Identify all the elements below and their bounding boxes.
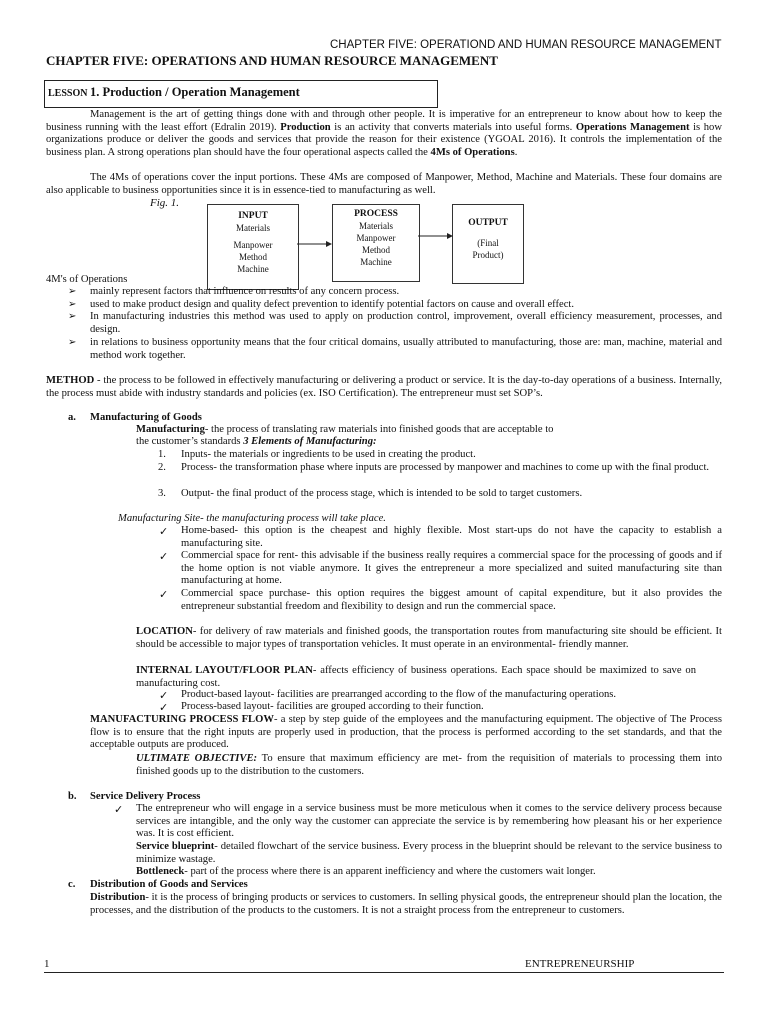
bottleneck-paragraph — [136, 866, 722, 879]
chapter-title: CHAPTER FIVE: OPERATIONS AND HUMAN RESOURCE MANAGEMENT — [46, 53, 498, 68]
intro-text-1: Management is the art of getting things done with and through other people. It is imperative for an entrepreneur to know about how to keep the business running with the least effort (Edralin 2019). — [46, 109, 722, 133]
checkmark-icon: ✓ — [159, 690, 169, 702]
element-number: 3. — [158, 488, 166, 499]
output-title: OUTPUT — [468, 218, 508, 228]
fourms-bullet: mainly represent factors that influence on results of any concern process. — [90, 286, 400, 297]
input-item: Manpower — [233, 240, 273, 250]
element-text: Inputs- the materials or ingredients to be used in creating the product. — [181, 449, 476, 460]
process-flow-paragraph — [90, 714, 722, 752]
output-item: (Final — [477, 238, 499, 248]
figure-caption: Fig. 1. — [150, 197, 180, 209]
arrow-bullet-icon: ➢ — [68, 299, 77, 310]
checkmark-icon: ✓ — [159, 589, 169, 601]
checkmark-icon: ✓ — [159, 526, 169, 538]
ultimate-objective-paragraph — [136, 753, 722, 778]
service-blueprint-text: - detailed flowchart of the service business. Every process in the blueprint should be relevant to the service business to minimize wastage. — [136, 841, 723, 865]
section-b-marker: b. — [68, 791, 77, 802]
section-a-marker: a. — [68, 412, 76, 423]
distribution-term: Distribution — [90, 892, 146, 903]
manufacturing-definition — [136, 424, 722, 437]
layout-option: Process-based layout- facilities are grouped according to their function. — [181, 701, 484, 712]
ultimate-objective-text: To ensure that maximum efficiency are met- from the requisition of materials to processing them into finished goods up to the distribution to the customers. — [136, 753, 722, 777]
lesson-prefix: LESSON — [48, 88, 90, 99]
output-box — [452, 204, 524, 284]
process-item: Manpower — [356, 233, 396, 243]
process-flow-text: - a step by step guide of the employees and the manufacturing equipment. The objective of The Process flow is to ensure that the right inputs are properly used in production, that the process is performed according to the set standards, and that the acceptable outputs are produced. — [90, 714, 722, 751]
page-number: 1 — [44, 958, 50, 970]
intro-text-4: . — [514, 146, 518, 158]
method-text: - the process to be followed in effectively manufacturing or delivering a product or service. It is the day-to-day operations of a business. Internally, the process must abide with industry standards and policies (ex. ISO Certification). The entrepreneur must set SOP’s. — [46, 375, 722, 399]
arrow-bullet-icon: ➢ — [68, 286, 77, 297]
layout-text: - affects efficiency of business operations. Each space should be maximized to save on manufacturing cost. — [136, 665, 697, 689]
bottleneck-term: Bottleneck — [136, 866, 185, 877]
arrow-process-to-output — [418, 230, 454, 244]
element-text: Output- the final product of the process stage, which is intended to be sold to target customers. — [181, 488, 583, 499]
service-blueprint-paragraph — [136, 841, 722, 866]
distribution-paragraph — [90, 892, 722, 917]
footer-subject: ENTREPRENEURSHIP — [525, 958, 635, 970]
input-item: Materials — [236, 223, 270, 233]
process-title: PROCESS — [354, 209, 398, 219]
section-b-title: Service Delivery Process — [90, 791, 201, 802]
arrow-input-to-process — [297, 236, 333, 250]
section-c-marker: c. — [68, 879, 76, 890]
section-a-title: Manufacturing of Goods — [90, 412, 202, 423]
intro-text-3: is how organizations produce or deliver the goods and services that provide the reason for their existence (YGOAL 2016). It controls the implementation of the business plan. A strong operations plan should have the four operational aspects called the — [46, 121, 723, 158]
fourms-term: 4Ms of Operations — [430, 146, 515, 158]
site-option: Commercial space purchase- this option requires the biggest amount of capital expenditure, but it also provides the entrepreneur substantial freedom and flexibility to design and run the commercial space. — [181, 588, 722, 612]
process-item: Method — [362, 245, 390, 255]
fourms-bullet: in relations to business opportunity means that the four critical domains, usually attributed to manufacturing, those are: man, machine, material and method work together. — [90, 337, 722, 361]
elements-label: 3 Elements of Manufacturing: — [243, 436, 377, 447]
manufacturing-text: - the process of translating raw materials into finished goods that are acceptable to — [204, 424, 554, 435]
fourms-bullet: used to make product design and quality defect prevention to identify potential factors on cause and overall effect. — [90, 299, 575, 310]
location-paragraph — [136, 626, 722, 651]
checkmark-icon: ✓ — [159, 551, 169, 563]
location-text: - for delivery of raw materials and finished goods, the transportation routes from manufacturing site should be efficient. It should be accessible to major types of transportation vehicles. It must operate in an environmental- friendly manner. — [136, 626, 722, 650]
site-option: Home-based- this option is the cheapest and highly flexible. Most start-ups do not have the capacity to establish a manufacturing site. — [181, 525, 722, 549]
fourms-paragraph: The 4Ms of operations cover the input portions. These 4Ms are composed of Manpower, Method, Machine and Materials. These four domains are also applicable to business opportunities since it is in essence-tied to manufacturing as well. — [46, 172, 722, 196]
lesson-title: 1. Production / Operation Management — [89, 85, 300, 99]
distribution-text: - it is the process of bringing products or services to customers. In selling physical goods, the entrepreneur should plan the location, the processes, and the distribution of the products to the customers. It is not a straight process from the entrepreneur to customers. — [90, 892, 722, 916]
lesson-heading — [48, 83, 300, 101]
method-paragraph — [46, 375, 722, 400]
manufacturing-definition-cont — [136, 436, 377, 449]
process-box — [332, 204, 420, 282]
fourms-bullet: In manufacturing industries this method was used to apply on production control, improvement, overall efficiency measurement, processes, and design. — [90, 311, 722, 335]
arrow-bullet-icon: ➢ — [68, 337, 77, 348]
process-item: Machine — [360, 257, 392, 267]
method-term: METHOD — [46, 375, 95, 386]
layout-paragraph — [136, 665, 696, 690]
intro-paragraph — [46, 109, 722, 159]
location-term: LOCATION — [136, 626, 193, 637]
manufacturing-site-label: Manufacturing Site- the manufacturing process will take place. — [118, 513, 386, 524]
layout-option: Product-based layout- facilities are prearranged according to the flow of the manufacturing operations. — [181, 689, 617, 700]
ultimate-objective-term: ULTIMATE OBJECTIVE: — [136, 753, 258, 764]
intro-text-2: is an activity that converts materials into useful forms. — [330, 121, 576, 133]
arrow-bullet-icon: ➢ — [68, 311, 77, 322]
fourms-label: 4M's of Operations — [46, 274, 128, 285]
input-item: Method — [239, 252, 267, 262]
layout-term: INTERNAL LAYOUT/FLOOR PLAN — [136, 665, 313, 676]
element-number: 2. — [158, 462, 166, 473]
section-c-title: Distribution of Goods and Services — [90, 879, 248, 890]
site-option: Commercial space for rent- this advisable if the business really requires a commercial space for the processing of goods and if the home option is not viable anymore. It gives the entrepreneur a more specialized and suited manufacturing site than manufacturing at home. — [181, 550, 722, 587]
lesson-box — [44, 80, 438, 108]
footer-rule — [44, 972, 724, 973]
input-item: Machine — [237, 264, 269, 274]
manufacturing-text-2: the customer’s standards — [136, 436, 244, 447]
running-header: CHAPTER FIVE: OPERATIOND AND HUMAN RESOURCE MANAGEMENT — [330, 39, 722, 51]
element-text: Process- the transformation phase where inputs are processed by manpower and machines to come up with the final product. — [181, 462, 710, 473]
input-box — [207, 204, 299, 290]
production-term: Production — [280, 121, 331, 133]
service-blueprint-term: Service blueprint — [136, 841, 215, 852]
checkmark-icon: ✓ — [114, 804, 124, 816]
operations-management-term: Operations Management — [575, 121, 690, 133]
bottleneck-text: - part of the process where there is an apparent inefficiency and where the customers wait longer. — [184, 866, 596, 877]
service-delivery-bullet: The entrepreneur who will engage in a service business must be more meticulous when it comes to the service delivery process because services are intangible, and the only way the customer can appreciate the service is by remembering how pleasant his or her experience was. It is cost efficient. — [136, 803, 722, 840]
element-number: 1. — [158, 449, 166, 460]
process-item: Materials — [359, 221, 393, 231]
manufacturing-term: Manufacturing — [136, 424, 205, 435]
input-title: INPUT — [238, 211, 268, 221]
process-flow-term: MANUFACTURING PROCESS FLOW — [90, 714, 274, 725]
checkmark-icon: ✓ — [159, 702, 169, 714]
output-item: Product) — [472, 250, 504, 260]
